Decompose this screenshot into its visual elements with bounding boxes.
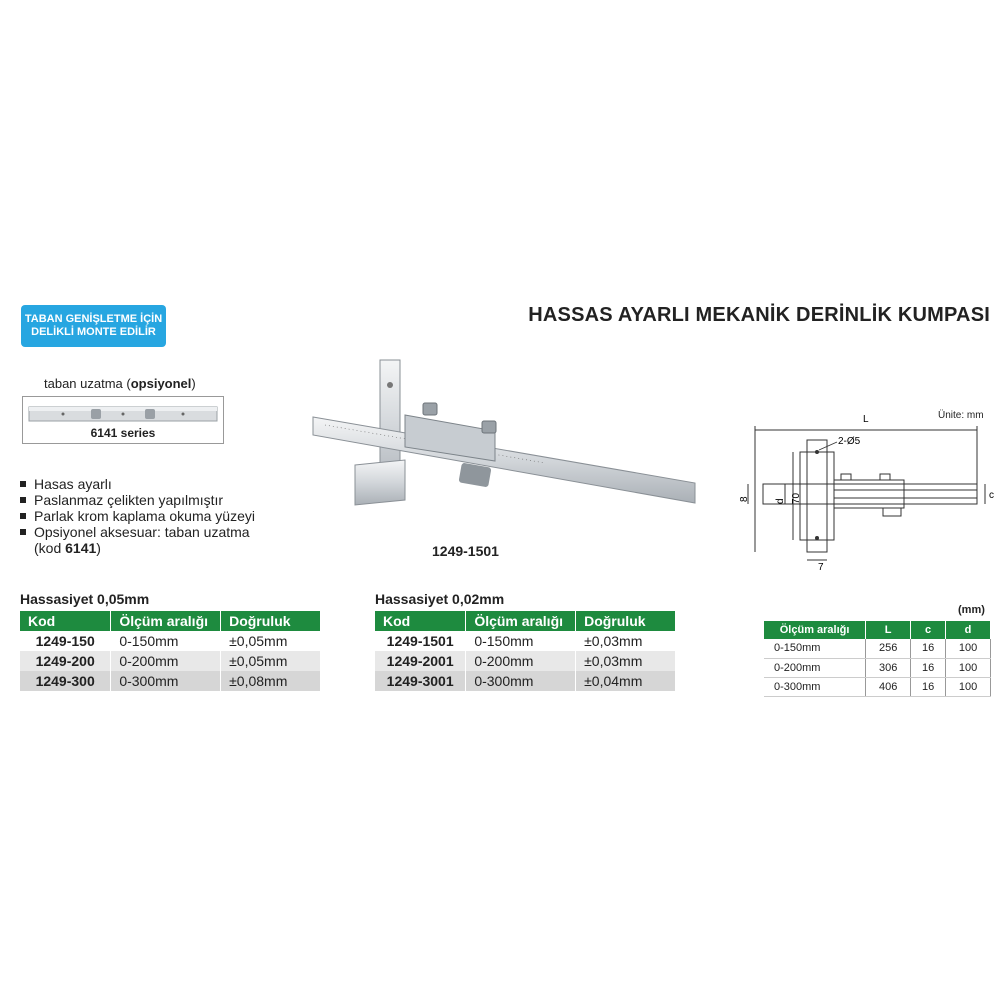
col-header-d: d [946,621,991,639]
drawing-70: 70 [791,492,802,504]
col-header-code: Kod [20,611,111,631]
cell-d: 100 [946,677,991,696]
table-row [764,658,991,677]
cell-range: 0-300mm [466,671,576,691]
cell-code: 1249-200 [20,651,111,671]
col-header-accuracy: Doğruluk [221,611,321,631]
cell-range: 0-200mm [111,651,221,671]
cell-code: 1249-150 [20,631,111,651]
cell-code: 1249-1501 [375,631,466,651]
feature-cont-post: ) [96,540,101,556]
extension-bar-image [22,396,224,444]
table-row [764,639,991,658]
cell-code: 1249-300 [20,671,111,691]
feature-list [20,476,255,556]
cell-range: 0-150mm [466,631,576,651]
dimension-table [764,621,991,697]
extension-label [44,376,196,391]
cell-range: 0-200mm [466,651,576,671]
cell-accuracy: ±0,03mm [576,651,676,671]
table-row [764,677,991,696]
cell-accuracy: ±0,03mm [576,631,676,651]
technical-drawing [739,412,995,573]
drawing-hole: 2-Ø5 [838,436,861,447]
col-header-c: c [911,621,946,639]
badge-line-2: DELİKLİ MONTE EDİLİR [31,326,156,338]
cell-accuracy: ±0,05mm [221,651,321,671]
badge-line-1: TABAN GENİŞLETME İÇİN [24,313,163,325]
cell-range: 0-150mm [764,639,866,658]
cell-L: 306 [866,658,911,677]
cell-d: 100 [946,658,991,677]
drawing-7: 7 [818,562,824,573]
product-photo-label: 1249-1501 [432,543,499,559]
col-header-L: L [866,621,911,639]
drawing-c: c [989,490,994,501]
depth-gauge-image [305,355,705,525]
col-header-range: Ölçüm aralığı [111,611,221,631]
cell-range: 0-150mm [111,631,221,651]
cell-code: 1249-2001 [375,651,466,671]
table-row [20,671,321,691]
table-row [375,651,676,671]
accuracy-table-005 [20,611,321,691]
cell-L: 406 [866,677,911,696]
feature-item: Opsiyonel aksesuar: taban uzatma [20,524,255,540]
cell-range: 0-200mm [764,658,866,677]
cell-range: 0-300mm [764,677,866,696]
info-badge [21,305,166,347]
drawing-d: d [775,498,786,504]
cell-accuracy: ±0,04mm [576,671,676,691]
cell-c: 16 [911,639,946,658]
cell-d: 100 [946,639,991,658]
col-header-accuracy: Doğruluk [576,611,676,631]
cell-c: 16 [911,677,946,696]
col-header-range: Ölçüm aralığı [764,621,866,639]
table2-title: Hassasiyet 0,02mm [375,591,505,607]
drawing-unit-label: Ünite: mm [938,410,984,421]
cell-range: 0-300mm [111,671,221,691]
cell-code: 1249-3001 [375,671,466,691]
table-row [375,631,676,651]
cell-accuracy: ±0,05mm [221,631,321,651]
feature-item: Parlak krom kaplama okuma yüzeyi [20,508,255,524]
feature-item: Paslanmaz çelikten yapılmıştır [20,492,255,508]
drawing-L: L [863,414,869,425]
accuracy-table-002 [375,611,676,691]
cell-c: 16 [911,658,946,677]
feature-item: Hasas ayarlı [20,476,255,492]
col-header-range: Ölçüm aralığı [466,611,576,631]
feature-item-continuation [20,540,255,556]
dimension-unit-label: (mm) [958,604,985,616]
cell-accuracy: ±0,08mm [221,671,321,691]
cell-L: 256 [866,639,911,658]
feature-cont-pre: (kod [34,540,66,556]
extension-series: 6141 series [90,426,156,440]
table1-title: Hassasiyet 0,05mm [20,591,150,607]
extension-label-post: ) [191,376,196,391]
extension-label-pre: taban uzatma ( [44,376,131,391]
table-row [20,651,321,671]
page-title: HASSAS AYARLI MEKANİK DERİNLİK KUMPASI [528,304,990,326]
feature-cont-code: 6141 [65,540,97,556]
table-row [375,671,676,691]
drawing-8: 8 [739,496,750,502]
extension-label-bold: opsiyonel [130,376,192,391]
col-header-code: Kod [375,611,466,631]
table-row [20,631,321,651]
